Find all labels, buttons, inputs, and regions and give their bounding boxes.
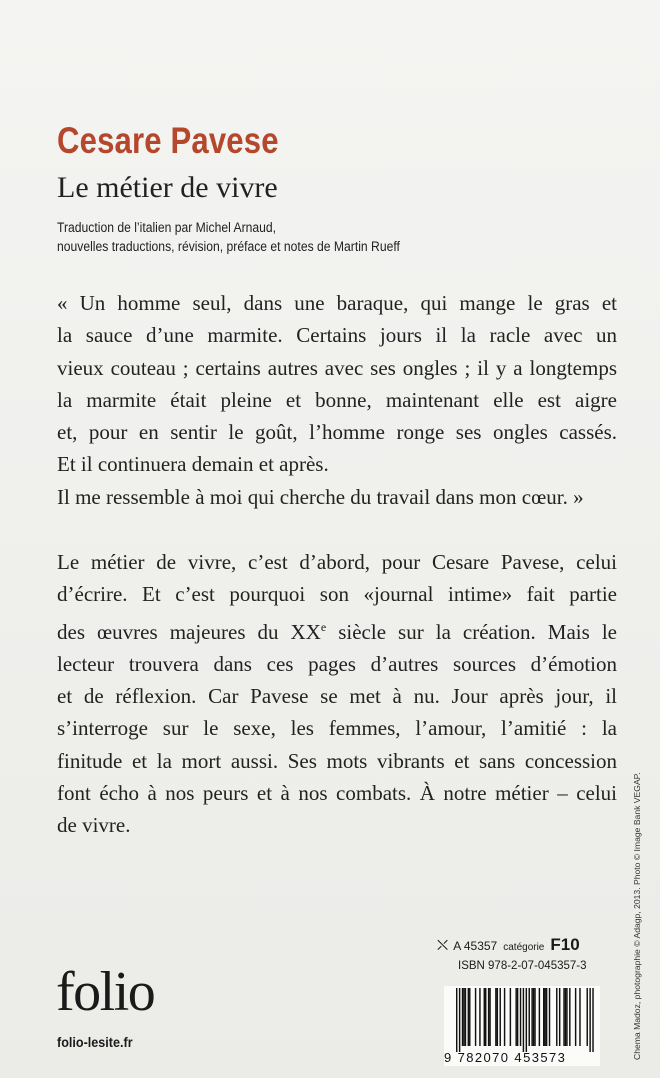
quote-line: « Un homme seul, dans une baraque, qui mange le gras et xyxy=(57,291,617,315)
barcode-bar xyxy=(575,988,576,1046)
category-label: catégorie xyxy=(503,942,545,953)
barcode-bar xyxy=(544,988,545,1046)
barcode-bar xyxy=(592,988,593,1052)
barcode-bar xyxy=(456,988,457,1052)
barcode-bar xyxy=(549,988,550,1046)
barcode-bar xyxy=(565,988,566,1046)
barcode-bar xyxy=(515,988,516,1046)
barcode-bar xyxy=(462,988,463,1046)
barcode-bar xyxy=(468,988,469,1046)
barcode-bar xyxy=(469,988,470,1046)
barcode-bar xyxy=(488,988,489,1046)
quote-line: la marmite était pleine et bonne, maintenant elle est aigre xyxy=(57,387,617,412)
quote-line: Il me ressemble à moi qui cherche du travail dans mon cœur. » xyxy=(57,484,584,509)
blurb-line: finitude et la mort aussi. Ses mots vibrants et sans concession xyxy=(57,748,617,773)
blurb-line: s’interroge sur le sexe, les femmes, l’amour, l’amitié : la xyxy=(57,716,617,741)
barcode-bar xyxy=(500,988,501,1046)
century-numeral: XX xyxy=(290,619,321,644)
barcode-bar xyxy=(479,988,480,1046)
barcode-bar xyxy=(497,988,498,1046)
publisher-website: folio-lesite.fr xyxy=(57,1034,133,1050)
barcode-bar xyxy=(520,988,521,1046)
barcode-bar xyxy=(529,988,530,1046)
barcode-bar xyxy=(517,988,518,1046)
barcode-bar xyxy=(484,988,485,1046)
quote-line: la sauce d’une marmite. Certains jours il la racle avec un xyxy=(57,323,617,348)
barcode-bar xyxy=(534,988,535,1046)
blurb-paragraph xyxy=(57,546,617,842)
barcode-bar xyxy=(587,988,588,1046)
blurb-line: de vivre. xyxy=(57,813,131,838)
translation-credit xyxy=(57,218,400,256)
blurb-line: font écho à nos peurs et à nos combats. À notre métier – celui xyxy=(57,781,617,806)
barcode-bar xyxy=(533,988,534,1046)
barcode-bar xyxy=(459,988,460,1052)
translation-line: nouvelles traductions, révision, préface et notes de Martin Rueff xyxy=(57,239,400,254)
barcode-bar xyxy=(531,988,532,1046)
quote-block xyxy=(57,287,617,513)
barcode-digits: 9 782070 453573 xyxy=(444,1050,567,1065)
barcode-bar xyxy=(579,988,580,1046)
quote-line: vieux couteau ; certains autres avec ses ongles ; il y a longtemps xyxy=(57,355,617,380)
quote-line: Et il continuera demain et après. xyxy=(57,452,329,477)
catalog-info xyxy=(437,935,580,955)
barcode-bar xyxy=(566,988,567,1046)
catalog-mark-icon: ⛌ xyxy=(437,937,449,954)
translation-line: Traduction de l’italien par Michel Arnaud, xyxy=(57,220,277,235)
barcode-bar xyxy=(495,988,496,1046)
barcode-bar xyxy=(485,988,486,1046)
barcode-bar xyxy=(526,988,527,1052)
catalog-code: A 45357 xyxy=(453,939,498,953)
barcode-bar xyxy=(556,988,557,1046)
author-name: Cesare Pavese xyxy=(57,120,279,161)
barcode-bar xyxy=(463,988,464,1046)
blurb-line: d’écrire. Et c’est pourquoi son «journal intime» fait partie xyxy=(57,582,617,607)
barcode-bar xyxy=(543,988,544,1046)
barcode-bar xyxy=(489,988,490,1046)
barcode-bar xyxy=(546,988,547,1046)
barcode-bar xyxy=(569,988,570,1046)
blurb-text: des œuvres majeures du xyxy=(57,619,291,644)
barcode-bar xyxy=(523,988,524,1052)
barcode-bars xyxy=(444,986,600,1052)
barcode-bar xyxy=(589,988,590,1052)
quote-line: et, pour en sentir le goût, l’homme ronge ses ongles cassés. xyxy=(57,420,617,445)
isbn-number: ISBN 978-2-07-045357-3 xyxy=(458,960,587,972)
blurb-line: lecteur trouvera dans ces pages d’autres sources d’émotion xyxy=(57,651,617,676)
barcode-bar xyxy=(539,988,540,1046)
folio-logo: folio xyxy=(56,961,155,1023)
barcode-bar xyxy=(559,988,560,1046)
barcode-bar xyxy=(465,988,466,1046)
barcode-bar xyxy=(504,988,505,1046)
barcode xyxy=(444,986,600,1066)
century-superscript: e xyxy=(320,619,327,634)
blurb-line xyxy=(57,611,617,648)
blurb-text: siècle sur la création. Mais le xyxy=(326,619,617,644)
blurb-line: et de réflexion. Car Pavese se met à nu. Jour après jour, il xyxy=(57,684,617,709)
barcode-bar xyxy=(563,988,564,1046)
book-title: Le métier de vivre xyxy=(57,171,278,204)
photo-credit: Chema Madoz, photographie © Adagp, 2013. Photo © Image Bank VEGAP. xyxy=(632,772,642,1060)
category-value: F10 xyxy=(550,935,580,954)
barcode-bar xyxy=(475,988,476,1046)
barcode-bar xyxy=(510,988,511,1046)
blurb-line: Le métier de vivre, c’est d’abord, pour Cesare Pavese, celui xyxy=(57,550,617,574)
